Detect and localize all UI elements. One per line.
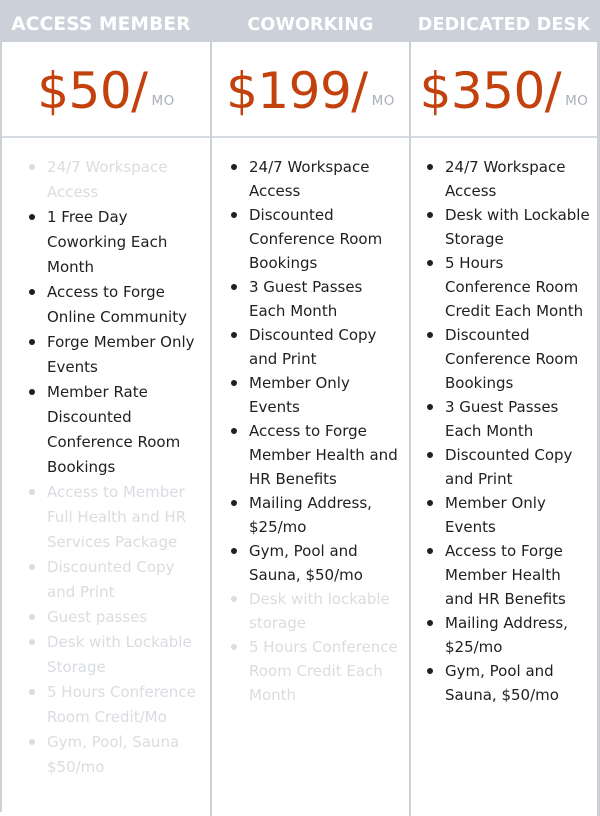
bullet-icon — [29, 389, 35, 395]
feature-label: Access to Forge Member Health and HR Benefits — [445, 542, 566, 608]
feature-label: Gym, Pool and Sauna, $50/mo — [249, 542, 363, 584]
feature-item-excluded — [2, 555, 210, 605]
feature-label: Desk with Lockable Storage — [47, 633, 192, 676]
feature-item-included — [212, 491, 409, 539]
feature-label: Member Only Events — [445, 494, 546, 536]
feature-label: Discounted Conference Room Bookings — [445, 326, 579, 392]
bullet-icon — [29, 164, 35, 170]
feature-item-included — [212, 155, 409, 203]
bullet-icon — [231, 284, 237, 290]
feature-item-included — [411, 443, 597, 491]
feature-list — [2, 138, 210, 780]
bullet-icon — [231, 164, 237, 170]
bullet-icon — [29, 639, 35, 645]
feature-label: Gym, Pool and Sauna, $50/mo — [445, 662, 559, 704]
feature-item-excluded — [2, 155, 210, 205]
feature-item-included — [2, 380, 210, 480]
feature-item-excluded — [2, 680, 210, 730]
feature-label: 5 Hours Conference Room Credit Each Month — [249, 638, 398, 704]
bullet-icon — [427, 212, 433, 218]
feature-list — [212, 138, 409, 707]
plan-column-coworking — [210, 0, 409, 816]
price-period: MO — [565, 93, 589, 109]
feature-item-included — [411, 539, 597, 611]
bullet-icon — [231, 428, 237, 434]
bullet-icon — [427, 668, 433, 674]
feature-item-included — [411, 395, 597, 443]
plan-price: $199/ — [226, 62, 368, 120]
bullet-icon — [427, 332, 433, 338]
bullet-icon — [427, 260, 433, 266]
bullet-icon — [427, 500, 433, 506]
feature-label: Desk with Lockable Storage — [445, 206, 590, 248]
feature-label: 5 Hours Conference Room Credit Each Month — [445, 254, 584, 320]
feature-label: Mailing Address, $25/mo — [249, 494, 372, 536]
feature-item-included — [411, 251, 597, 323]
feature-item-excluded — [2, 480, 210, 555]
bullet-icon — [29, 614, 35, 620]
bullet-icon — [231, 380, 237, 386]
feature-label: Access to Member Full Health and HR Services Package — [47, 483, 187, 551]
feature-item-excluded — [212, 635, 409, 707]
bullet-icon — [231, 212, 237, 218]
feature-item-included — [212, 203, 409, 275]
feature-label: 3 Guest Passes Each Month — [445, 398, 559, 440]
feature-label: Discounted Copy and Print — [47, 558, 175, 601]
bullet-icon — [29, 289, 35, 295]
feature-item-included — [212, 539, 409, 587]
feature-item-included — [2, 280, 210, 330]
feature-item-included — [212, 275, 409, 323]
price-row — [2, 42, 210, 138]
feature-label: Discounted Conference Room Bookings — [249, 206, 383, 272]
feature-item-included — [2, 330, 210, 380]
feature-list — [411, 138, 597, 707]
bullet-icon — [427, 620, 433, 626]
plan-column-dedicated-desk — [409, 0, 600, 816]
bullet-icon — [231, 644, 237, 650]
feature-item-included — [411, 491, 597, 539]
bullet-icon — [427, 164, 433, 170]
feature-item-included — [411, 611, 597, 659]
plan-title: COWORKING — [212, 0, 409, 42]
feature-item-excluded — [2, 605, 210, 630]
feature-item-included — [212, 323, 409, 371]
bullet-icon — [231, 332, 237, 338]
feature-item-excluded — [2, 730, 210, 780]
feature-label: Access to Forge Member Health and HR Benefits — [249, 422, 398, 488]
feature-label: 3 Guest Passes Each Month — [249, 278, 363, 320]
plan-price: $350/ — [419, 62, 562, 120]
feature-label: Guest passes — [47, 608, 148, 626]
feature-label: Forge Member Only Events — [47, 333, 195, 376]
bullet-icon — [29, 339, 35, 345]
feature-label: 24/7 Workspace Access — [249, 158, 370, 200]
feature-item-included — [2, 205, 210, 280]
bullet-icon — [427, 404, 433, 410]
feature-label: Mailing Address, $25/mo — [445, 614, 568, 656]
feature-item-included — [212, 419, 409, 491]
feature-label: 24/7 Workspace Access — [47, 158, 168, 201]
bullet-icon — [427, 452, 433, 458]
bullet-icon — [231, 596, 237, 602]
feature-label: Discounted Copy and Print — [249, 326, 377, 368]
feature-item-excluded — [212, 587, 409, 635]
feature-label: 5 Hours Conference Room Credit/Mo — [47, 683, 196, 726]
plan-price: $50/ — [37, 62, 148, 120]
bullet-icon — [29, 564, 35, 570]
feature-item-included — [411, 659, 597, 707]
price-row — [411, 42, 597, 138]
feature-label: Desk with lockable storage — [249, 590, 390, 632]
feature-item-included — [411, 203, 597, 251]
feature-item-excluded — [2, 630, 210, 680]
feature-label: Discounted Copy and Print — [445, 446, 573, 488]
feature-label: Member Only Events — [249, 374, 350, 416]
bullet-icon — [29, 689, 35, 695]
bullet-icon — [29, 214, 35, 220]
feature-label: 1 Free Day Coworking Each Month — [47, 208, 168, 276]
bullet-icon — [231, 500, 237, 506]
bullet-icon — [29, 489, 35, 495]
price-row — [212, 42, 409, 138]
feature-item-included — [212, 371, 409, 419]
bullet-icon — [29, 739, 35, 745]
plan-title: ACCESS MEMBER — [2, 0, 210, 42]
feature-item-included — [411, 155, 597, 203]
price-period: MO — [371, 93, 395, 109]
bullet-icon — [427, 548, 433, 554]
feature-label: 24/7 Workspace Access — [445, 158, 566, 200]
feature-item-included — [411, 323, 597, 395]
bullet-icon — [231, 548, 237, 554]
feature-label: Gym, Pool, Sauna $50/mo — [47, 733, 180, 776]
plan-title: DEDICATED DESK — [411, 0, 597, 42]
plan-column-access-member — [0, 0, 210, 812]
feature-label: Access to Forge Online Community — [47, 283, 187, 326]
feature-label: Member Rate Discounted Conference Room Bookings — [47, 383, 181, 476]
price-period: MO — [151, 93, 175, 109]
